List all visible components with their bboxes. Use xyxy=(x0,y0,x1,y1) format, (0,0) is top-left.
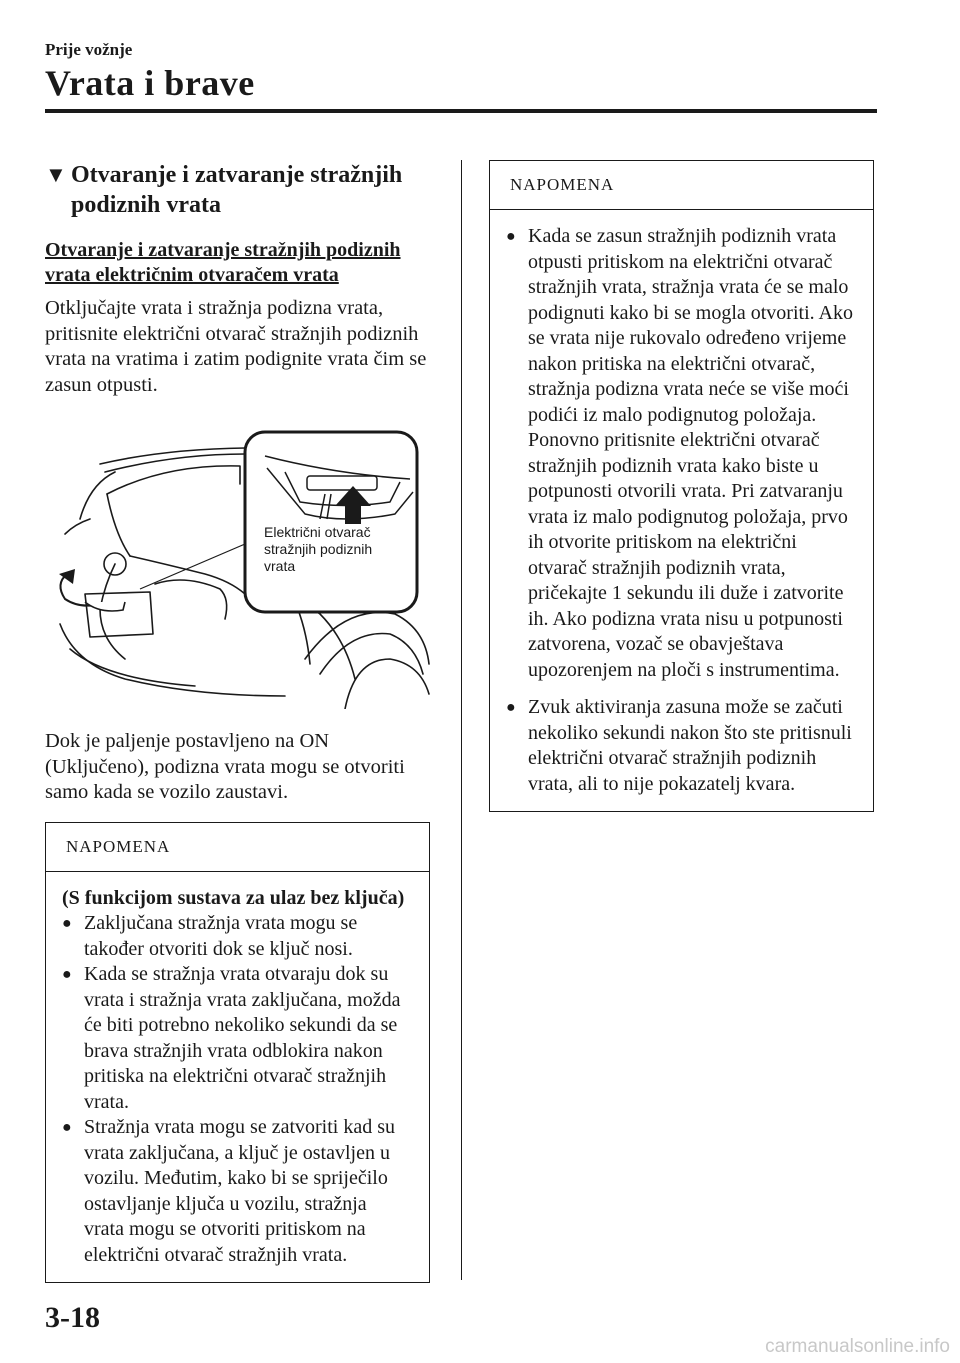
list-item xyxy=(62,962,411,1115)
section-heading xyxy=(45,160,430,220)
left-column xyxy=(45,160,430,1283)
list-item xyxy=(506,224,855,683)
note-title: NAPOMENA xyxy=(46,823,429,872)
callout-label xyxy=(264,524,372,575)
note-box-left xyxy=(45,822,430,1284)
subheading: Otvaranje i zatvaranje stražnjih podiznih vrata električnim otvaračem vrata xyxy=(45,239,401,286)
heading-line-1: Otvaranje i zatvaranje stražnjih xyxy=(71,162,403,188)
heading-line-2: podiznih vrata xyxy=(71,192,222,218)
bullet-icon: ● xyxy=(62,915,72,932)
bullet-icon: ● xyxy=(506,228,516,245)
note-body xyxy=(490,210,873,811)
header-rule xyxy=(45,109,877,113)
callout-line-3: vrata xyxy=(264,558,296,574)
bullet-icon: ● xyxy=(62,1119,72,1136)
watermark: carmanualsonline.info xyxy=(765,1336,950,1357)
note-title: NAPOMENA xyxy=(490,161,873,210)
page-title: Vrata i brave xyxy=(45,63,255,103)
car-rear-drawing xyxy=(45,424,430,709)
list-item xyxy=(62,911,411,962)
bullet-icon: ● xyxy=(62,966,72,983)
triangle-down-icon: ▼ xyxy=(45,162,67,187)
note-subtitle: (S funkcijom sustava za ulaz bez ključa) xyxy=(62,886,405,909)
section-heading-text xyxy=(71,160,402,220)
list-item-text: Kada se zasun stražnjih podiznih vrata otpusti pritiskom na električni otvarač stražnjih vrata, stražnja vrata će se malo podignuti kako bi se mogla otvoriti. Ako se vrata nije rukovalo određeno vrijeme nakon pritiska na električni otvarač, stražnja podizna vrata neće se više moći podići iz malo podignutog položaja. Ponovno pritisnite električni otvarač stražnjih podiznih vrata kako biste u potpunosti otvorili vrata. Pri zatvaranju vrata iz malo podignutog položaja, prvo ih otvorite pritiskom na električni otvarač stražnjih podiznih vrata, pričekajte 1 sekundu ili duže i zatvorite ih. Ako podizna vrata nisu u potpunosti zatvorena, vozač se obavještava upozorenjem na ploči s instrumentima. xyxy=(528,225,853,681)
note-box-right xyxy=(489,160,874,812)
right-column xyxy=(489,160,874,812)
column-divider xyxy=(461,160,462,1280)
bullet-icon: ● xyxy=(506,699,516,716)
list-item-text: Zvuk aktiviranja zasuna može se začuti nekoliko sekundi nakon što ste pritisnuli električni otvarač stražnjih podiznih vrata, ali to nije pokazatelj kvara. xyxy=(528,696,852,795)
list-item xyxy=(62,1115,411,1268)
list-item-text: Stražnja vrata mogu se zatvoriti kad su vrata zaključana, a ključ je ostavljen u vozilu. Međutim, kako bi se spriječilo ostavljanje ključa u vozilu, stražnja vrata mogu se otvoriti pritiskom na električni otvarač stražnjih vrata. xyxy=(84,1116,396,1266)
list-item-text: Zaključana stražnja vrata mogu se također otvoriti dok se ključ nosi. xyxy=(84,912,358,960)
section-label: Prije vožnje xyxy=(45,40,133,59)
page-number: 3-18 xyxy=(45,1301,100,1334)
intro-paragraph: Otključajte vrata i stražnja podizna vrata, pritisnite električni otvarač stražnjih podiznih vrata na vratima i zatim podignite vrata čim se zasun otpusti. xyxy=(45,297,427,396)
list-item xyxy=(506,695,855,797)
callout-line-1: Električni otvarač xyxy=(264,524,371,540)
ignition-paragraph: Dok je paljenje postavljeno na ON (Uključeno), podizna vrata mogu se otvoriti samo kada se vozilo zaustavi. xyxy=(45,730,405,803)
callout-line-2: stražnjih podiznih xyxy=(264,541,373,557)
tailgate-illustration xyxy=(45,424,430,709)
list-item-text: Kada se stražnja vrata otvaraju dok su vrata i stražnja vrata zaključana, možda će biti potrebno nekoliko sekundi da se brava stražnjih vrata odblokira nakon pritiska na električni otvarač stražnjih vrata. xyxy=(84,963,401,1113)
note-body xyxy=(46,872,429,1283)
